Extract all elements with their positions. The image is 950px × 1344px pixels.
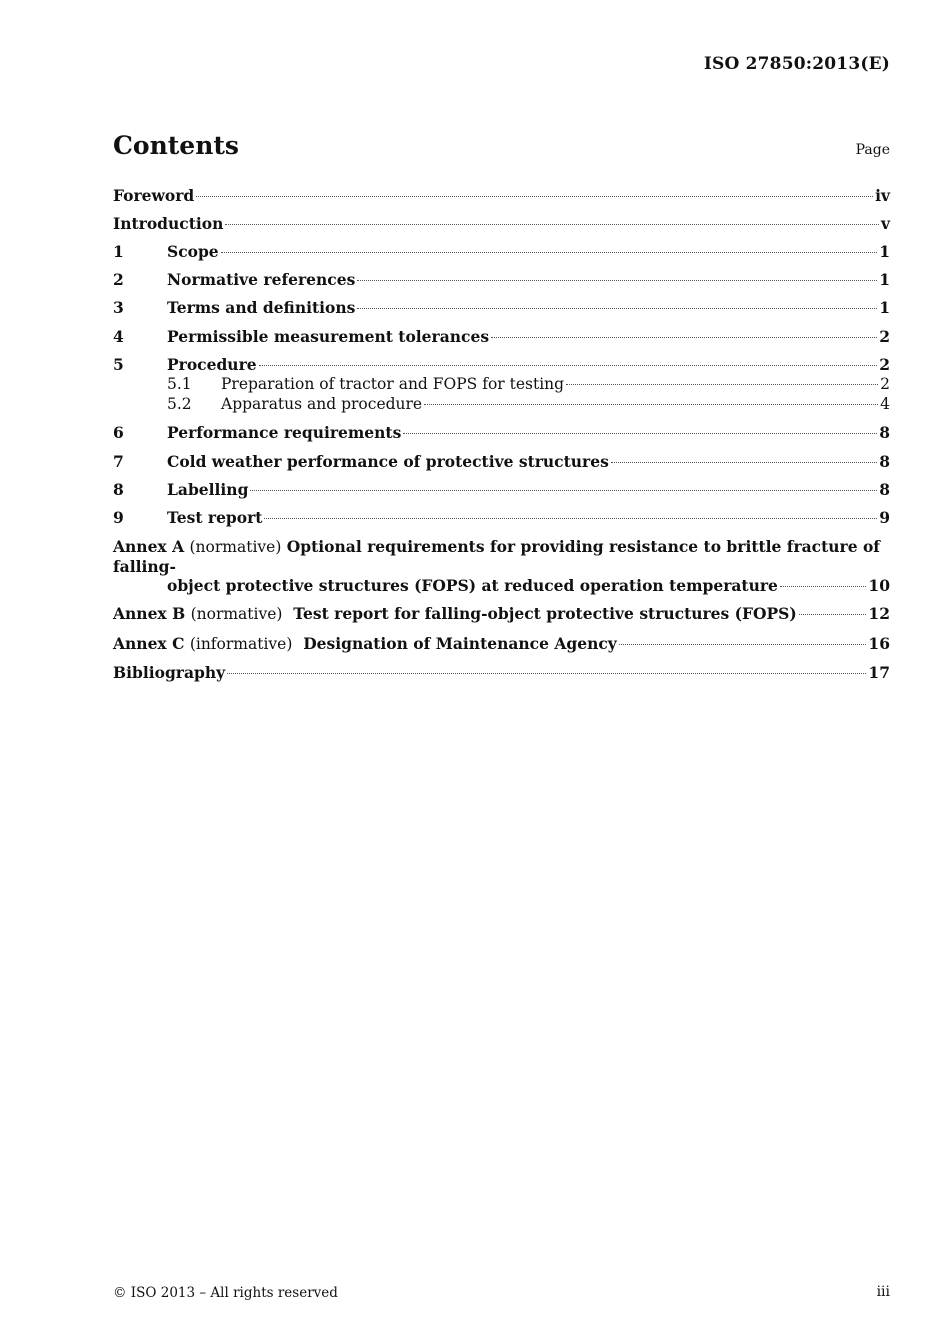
- toc-number: 1: [113, 242, 124, 261]
- toc-title: Labelling: [167, 480, 249, 499]
- toc-page: 8: [879, 452, 890, 471]
- dot-leader: [619, 644, 867, 645]
- page-title: Contents: [113, 131, 240, 160]
- toc-entry-labelling[interactable]: [113, 480, 890, 499]
- annex-kind: (normative): [189, 538, 282, 556]
- toc-page: 1: [879, 242, 890, 261]
- toc-page: 12: [868, 604, 890, 623]
- toc-number: 7: [113, 452, 124, 471]
- annex-title: Designation of Maintenance Agency: [303, 634, 617, 653]
- toc-entry-bibliography[interactable]: [113, 663, 890, 682]
- dot-leader: [799, 614, 867, 615]
- toc-page: 4: [880, 395, 890, 413]
- dot-leader: [259, 365, 878, 366]
- toc-entry-scope[interactable]: [113, 242, 890, 261]
- page-column-label: Page: [855, 142, 890, 158]
- annex-label: Annex A: [113, 537, 185, 556]
- dot-leader: [250, 490, 877, 491]
- toc-title: Permissible measurement tolerances: [167, 327, 490, 346]
- annex-kind: (informative): [189, 635, 293, 653]
- toc-entry-foreword[interactable]: [113, 186, 890, 205]
- toc-entry-measurement-tolerances[interactable]: [113, 327, 890, 346]
- dot-leader: [225, 224, 879, 225]
- toc-number: 3: [113, 298, 124, 317]
- toc-title: Scope: [167, 242, 219, 261]
- annex-label: Annex B: [113, 604, 186, 623]
- toc-title: Introduction: [113, 214, 224, 233]
- toc-title: Test report: [167, 508, 263, 527]
- toc-page: iv: [875, 186, 890, 205]
- page-number: iii: [876, 1284, 890, 1300]
- annex-title: Test report for falling-object protective structures (FOPS): [293, 604, 797, 623]
- toc-title: Foreword: [113, 186, 195, 205]
- copyright-notice: © ISO 2013 – All rights reserved: [113, 1285, 338, 1301]
- toc-entry-performance[interactable]: [113, 423, 890, 442]
- toc-page: 2: [879, 327, 890, 346]
- toc-entry-test-report[interactable]: [113, 508, 890, 527]
- toc-page: 8: [879, 423, 890, 442]
- dot-leader: [357, 280, 877, 281]
- toc-title: Terms and definitions: [167, 298, 356, 317]
- toc-title: Procedure: [167, 355, 257, 374]
- toc-page: 1: [879, 270, 890, 289]
- toc-title: Performance requirements: [167, 423, 402, 442]
- toc-number: 5: [113, 355, 124, 374]
- dot-leader: [424, 404, 878, 405]
- toc-entry-cold-weather[interactable]: [113, 452, 890, 471]
- toc-number: 8: [113, 480, 124, 499]
- toc-page: 1: [879, 298, 890, 317]
- dot-leader: [264, 518, 877, 519]
- toc-title: Apparatus and procedure: [221, 395, 423, 413]
- toc-entry-preparation[interactable]: [113, 375, 890, 394]
- toc-number: 2: [113, 270, 124, 289]
- toc-entry-normative-references[interactable]: [113, 270, 890, 289]
- toc-entry-annex-b[interactable]: [113, 604, 890, 624]
- dot-leader: [196, 196, 873, 197]
- annex-title-continued: object protective structures (FOPS) at reduced operation temperature: [167, 576, 778, 595]
- table-of-contents: [113, 185, 890, 682]
- toc-entry-introduction[interactable]: [113, 214, 890, 233]
- toc-title: Bibliography: [113, 663, 226, 682]
- toc-number: 4: [113, 327, 124, 346]
- toc-page: 10: [868, 576, 890, 595]
- document-id: ISO 27850:2013(E): [703, 54, 890, 74]
- dot-leader: [357, 308, 877, 309]
- toc-number: 5.1: [167, 375, 192, 393]
- annex-title: Optional requirements for providing resistance to brittle fracture of falling-: [113, 537, 880, 576]
- toc-entry-annex-a[interactable]: [113, 537, 890, 595]
- dot-leader: [780, 586, 867, 587]
- toc-title: Preparation of tractor and FOPS for testing: [221, 375, 565, 393]
- toc-page: v: [880, 214, 890, 233]
- toc-page: 2: [879, 355, 890, 374]
- dot-leader: [403, 433, 877, 434]
- toc-number: 6: [113, 423, 124, 442]
- dot-leader: [611, 462, 877, 463]
- annex-a-line1: [113, 537, 890, 576]
- toc-entry-annex-c[interactable]: [113, 634, 890, 654]
- toc-number: 9: [113, 508, 124, 527]
- toc-page: 9: [879, 508, 890, 527]
- toc-page: 16: [868, 634, 890, 653]
- toc-page: 2: [880, 375, 890, 393]
- dot-leader: [221, 252, 878, 253]
- toc-page: 17: [868, 663, 890, 682]
- annex-a-line2: [113, 576, 890, 595]
- toc-entry-procedure[interactable]: [113, 355, 890, 374]
- toc-entry-terms-definitions[interactable]: [113, 298, 890, 317]
- toc-title: Cold weather performance of protective structures: [167, 452, 609, 471]
- annex-label: Annex C: [113, 634, 185, 653]
- dot-leader: [491, 337, 877, 338]
- toc-number: 5.2: [167, 395, 192, 413]
- toc-title: Normative references: [167, 270, 356, 289]
- dot-leader: [566, 384, 878, 385]
- toc-entry-apparatus[interactable]: [113, 395, 890, 414]
- toc-page: 8: [879, 480, 890, 499]
- dot-leader: [227, 673, 866, 674]
- annex-kind: (normative): [190, 605, 283, 623]
